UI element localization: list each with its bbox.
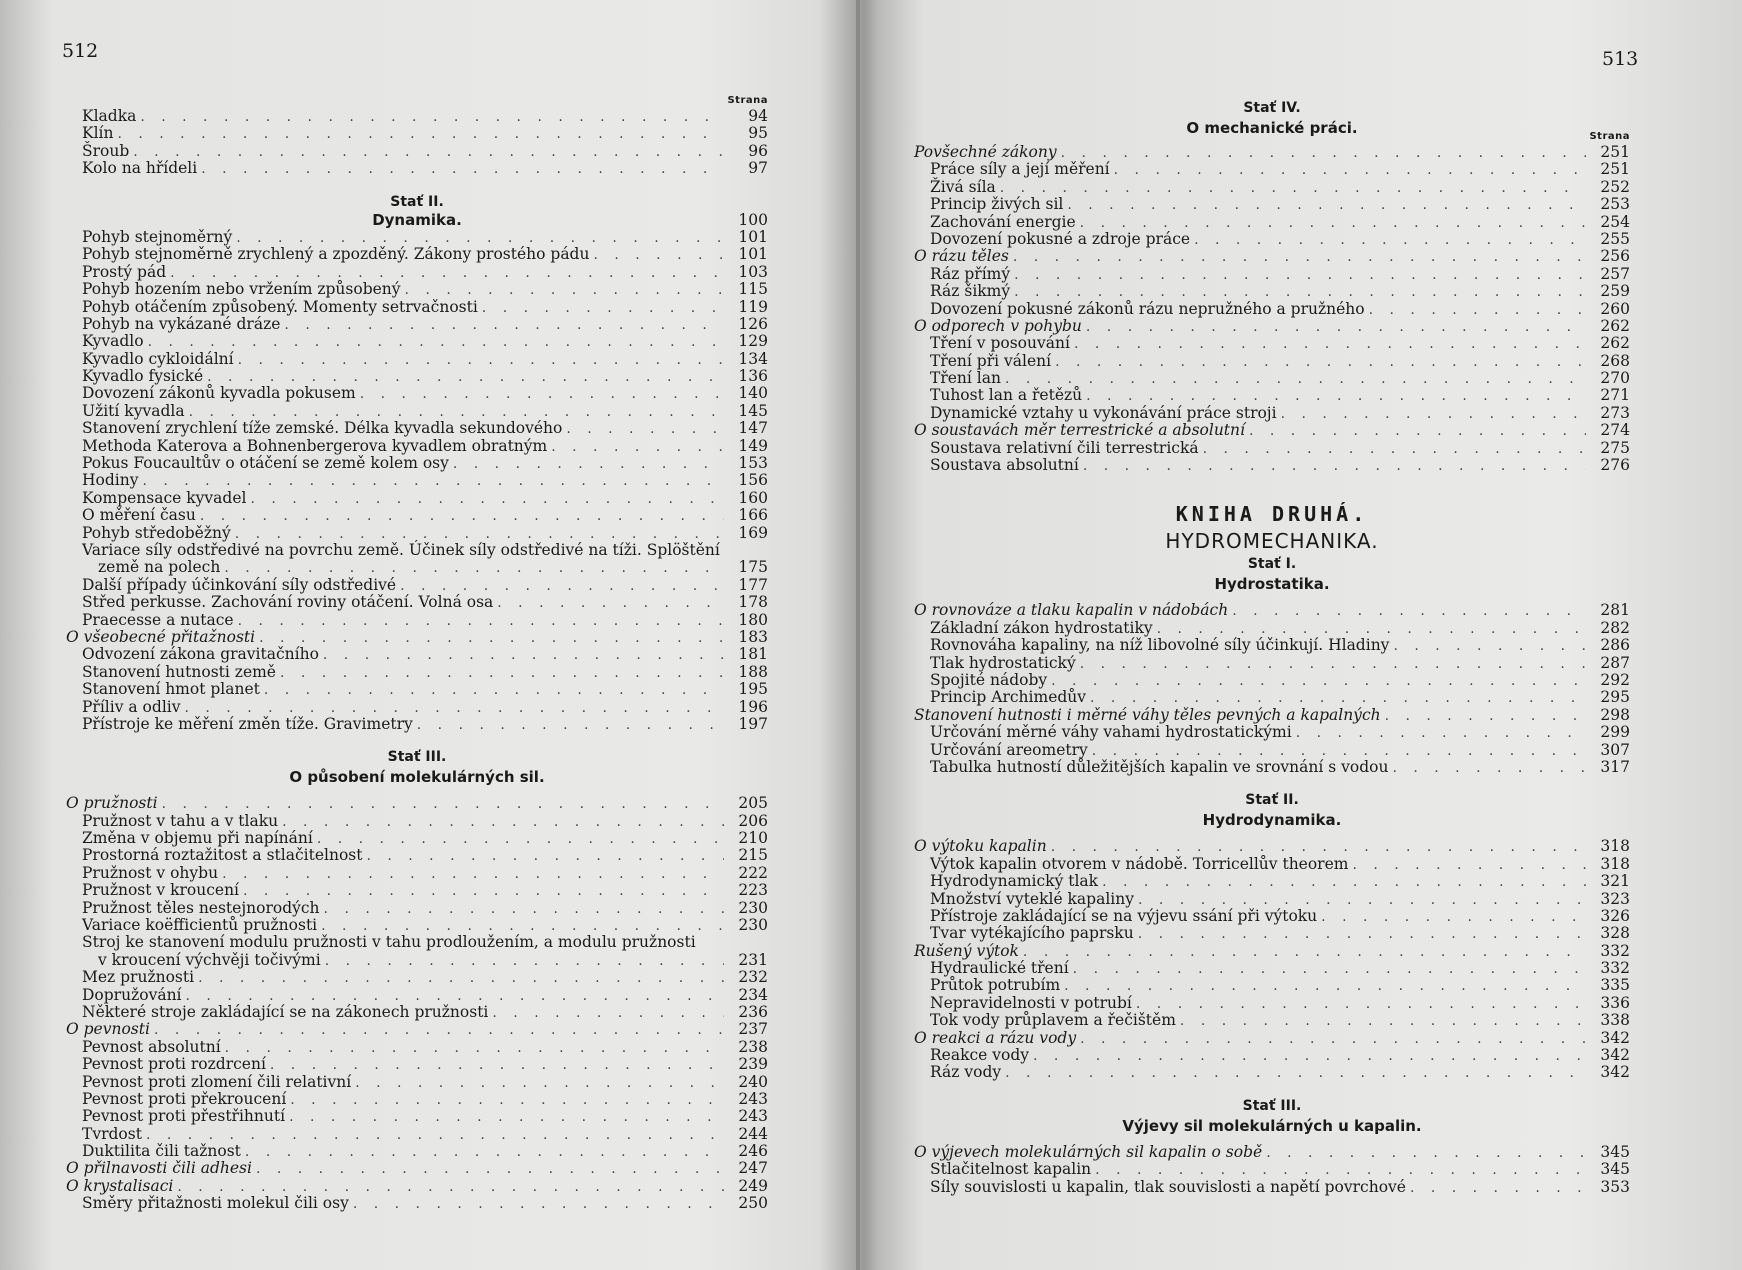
toc-row: Pružnost v kroucení . . . 223 — [66, 882, 768, 899]
toc-heading-row: O krystalisaci . . . 249 — [66, 1178, 768, 1195]
toc-group-hydrostatika — [914, 602, 1630, 776]
toc-row: Směry přitažnosti molekul čili osy . . . 250 — [66, 1195, 768, 1212]
toc-heading-row: Stanovení hutnosti i měrné váhy těles pevných a kapalných . . . 298 — [914, 707, 1630, 724]
toc-row: Princip živých sil . . . 253 — [914, 196, 1630, 213]
toc-row: Kyvadlo cykloidální . . . 134 — [66, 351, 768, 368]
toc-row: Reakce vody . . . 342 — [914, 1047, 1630, 1064]
toc-row: Duktilita čili tažnost . . . 246 — [66, 1143, 768, 1160]
section-title-molekularne-kapaliny: Výjevy sil molekulárných u kapalin. — [1122, 1116, 1422, 1135]
toc-row: Tření lan . . . 270 — [914, 370, 1630, 387]
toc-row: Tuhost lan a řetězů . . . 271 — [914, 387, 1630, 404]
book-subtitle: HYDROMECHANIKA. — [1165, 529, 1379, 554]
toc-row: Pevnost proti zlomení čili relativní . . . 240 — [66, 1074, 768, 1091]
section-title-molekularne: O působení molekulárných sil. — [289, 768, 545, 787]
toc-row: Pružnost těles nestejnorodých . . . 230 — [66, 900, 768, 917]
toc-group-pruznost — [66, 795, 768, 1212]
toc-row: Pohyb středoběžný . . . 169 — [66, 525, 768, 542]
toc-row: Pohyb na vykázané dráze . . . 126 — [66, 316, 768, 333]
toc-row: Klín . . . 95 — [66, 125, 768, 142]
toc-row: Hydrodynamický tlak . . . 321 — [914, 873, 1630, 890]
toc-row: Tření při válení . . . 268 — [914, 353, 1630, 370]
toc-row: Dovození pokusné zákonů rázu nepružného a pružného . . . 260 — [914, 301, 1630, 318]
toc-row: Pevnost proti přestřihnutí . . . 243 — [66, 1108, 768, 1125]
section-title-dynamika: Dynamika. 100 — [372, 210, 768, 229]
toc-row: Princip Archimedův . . . 295 — [914, 689, 1630, 706]
toc-row: Změna v objemu při napínání . . . 210 — [66, 830, 768, 847]
toc-heading-row: O pružnosti . . . 205 — [66, 795, 768, 812]
toc-heading-row: O výtoku kapalin . . . 318 — [914, 838, 1630, 855]
toc-row: Methoda Katerova a Bohnenbergerova kyvadlem obratným . . . 149 — [66, 438, 768, 455]
book-title: KNIHA DRUHÁ. — [1175, 502, 1369, 527]
toc-group-pre — [66, 108, 768, 178]
toc-row: Tření v posouvání . . . 262 — [914, 335, 1630, 352]
toc-row: Základní zákon hydrostatiky . . . 282 — [914, 620, 1630, 637]
toc-heading-row: O reakci a rázu vody . . . 342 — [914, 1030, 1630, 1047]
toc-row: Příliv a odliv . . . 196 — [66, 699, 768, 716]
toc-row: Dopružování . . . 234 — [66, 987, 768, 1004]
toc-row: Odvození zákona gravitačního . . . 181 — [66, 646, 768, 663]
strana-label-left: Strana — [727, 95, 768, 106]
toc-row: Pokus Foucaultův o otáčení se země kolem osy . . . 153 — [66, 455, 768, 472]
section-label-stat3: Stať III. — [387, 749, 447, 766]
toc-row: Kolo na hřídeli . . . 97 — [66, 160, 768, 177]
toc-row: Pevnost absolutní . . . 238 — [66, 1039, 768, 1056]
page-number-left: 512 — [62, 40, 99, 62]
toc-heading-row: O přilnavosti čili adhesi . . . 247 — [66, 1160, 768, 1177]
section-label-stat4: Stať IV. — [1243, 100, 1301, 116]
toc-row: Variace síly odstředivé na povrchu země. Účinek síly odstředivé na tíži. Splöštění — [82, 540, 720, 559]
toc-heading-row: Rušený výtok . . . 332 — [914, 943, 1630, 960]
toc-row: Stanovení hmot planet . . . 195 — [66, 681, 768, 698]
toc-heading-row: Povšechné zákony . . . 251 — [914, 144, 1630, 161]
toc-row: Stroj ke stanovení modulu pružnosti v tahu prodloužením, a modulu pružnosti — [82, 933, 696, 952]
toc-row: Síly souvislosti u kapalin, tlak souvislosti a napětí povrchové . . . 353 — [914, 1179, 1630, 1196]
toc-row: Variace koëfficientů pružnosti . . . 230 — [66, 917, 768, 934]
toc-row: Stanovení zrychlení tíže zemské. Délka kyvadla sekundového . . . 147 — [66, 420, 768, 437]
section-title-hydrostatika: Hydrostatika. — [1214, 575, 1330, 594]
toc-row: Výtok kapalin otvorem v nádobě. Torricellův theorem . . . 318 — [914, 856, 1630, 873]
toc-row: Ráz vody . . . 342 — [914, 1064, 1630, 1081]
toc-row: Prostý pád . . . 103 — [66, 264, 768, 281]
toc-heading-row: O odporech v pohybu . . . 262 — [914, 318, 1630, 335]
toc-heading-row: O pevnosti . . . 237 — [66, 1021, 768, 1038]
toc-row: Šroub . . . 96 — [66, 143, 768, 160]
toc-row: Přístroje zakládající se na výjevu ssání při výtoku . . . 326 — [914, 908, 1630, 925]
toc-row: Další případy účinkování síly odstředivé . . . 177 — [66, 577, 768, 594]
toc-row: O měření času . . . 166 — [66, 507, 768, 524]
toc-row: Pohyb otáčením způsobený. Momenty setrvačnosti . . . 119 — [66, 299, 768, 316]
toc-row: Stanovení hutnosti země . . . 188 — [66, 664, 768, 681]
toc-row: Tlak hydrostatický . . . 287 — [914, 655, 1630, 672]
toc-row: Pevnost proti překroucení . . . 243 — [66, 1091, 768, 1108]
toc-row: Mez pružnosti . . . 232 — [66, 969, 768, 986]
toc-row: Pohyb stejnoměrně zrychlený a zpozděný. Zákony prostého pádu . . . 101 — [66, 246, 768, 263]
toc-group-dynamika — [66, 229, 768, 733]
toc-left — [66, 94, 768, 1213]
toc-row: Kyvadlo . . . 129 — [66, 333, 768, 350]
toc-row: Tvar vytékajícího paprsku . . . 328 — [914, 925, 1630, 942]
toc-row: země na polech . . . 175 — [66, 559, 768, 576]
toc-row: Určování areometry . . . 307 — [914, 742, 1630, 759]
toc-row: Ráz šikmý . . . 259 — [914, 283, 1630, 300]
toc-heading-row: O všeobecné přitažnosti . . . 183 — [66, 629, 768, 646]
toc-row: Střed perkusse. Zachování roviny otáčení. Volná osa . . . 178 — [66, 594, 768, 611]
toc-row: Některé stroje zakládající se na zákonech pružnosti . . . 236 — [66, 1004, 768, 1021]
toc-row: Pevnost proti rozdrcení . . . 239 — [66, 1056, 768, 1073]
toc-row: Nepravidelnosti v potrubí . . . 336 — [914, 995, 1630, 1012]
toc-row: Kompensace kyvadel . . . 160 — [66, 490, 768, 507]
toc-row: Práce síly a její měření . . . 251 — [914, 161, 1630, 178]
left-page — [0, 0, 860, 1270]
page-number-right: 513 — [1602, 48, 1639, 70]
toc-row: Hodiny . . . 156 — [66, 472, 768, 489]
toc-row: Soustava relativní čili terrestrická . . . 275 — [914, 440, 1630, 457]
toc-row: Praecesse a nutace . . . 180 — [66, 612, 768, 629]
toc-row: Kyvadlo fysické . . . 136 — [66, 368, 768, 385]
section-label-s2: Stať II. — [1245, 792, 1299, 809]
toc-group-molekularne — [914, 1144, 1630, 1196]
toc-row: v kroucení výchvěji točivými . . . 231 — [66, 952, 768, 969]
toc-row: Dovození pokusné a zdroje práce . . . 255 — [914, 231, 1630, 248]
toc-row: Dovození zákonů kyvadla pokusem . . . 140 — [66, 385, 768, 402]
toc-heading-row: O soustavách měr terrestrické a absolutní . . . 274 — [914, 422, 1630, 439]
toc-right — [914, 98, 1630, 1196]
toc-row: Dynamické vztahy u vykonávání práce stroji . . . 273 — [914, 405, 1630, 422]
toc-row: Spojité nádoby . . . 292 — [914, 672, 1630, 689]
section-label-s3: Stať III. — [1242, 1097, 1302, 1114]
right-page — [860, 0, 1742, 1270]
toc-row: Pružnost v tahu a v tlaku . . . 206 — [66, 813, 768, 830]
section-title-mechanicka-prace: O mechanické práci. — [1186, 119, 1358, 137]
toc-row: Živá síla . . . 252 — [914, 179, 1630, 196]
toc-row: Tabulka hutností důležitějších kapalin ve srovnání s vodou . . . 317 — [914, 759, 1630, 776]
toc-row: Tvrdost . . . 244 — [66, 1126, 768, 1143]
toc-row: Stlačitelnost kapalin . . . 345 — [914, 1161, 1630, 1178]
toc-heading-row: O výjevech molekulárných sil kapalin o sobě . . . 345 — [914, 1144, 1630, 1161]
toc-group-prace — [914, 144, 1630, 474]
strana-label-right: Strana — [1589, 131, 1630, 142]
toc-row: Určování měrné váhy vahami hydrostatickými . . . 299 — [914, 724, 1630, 741]
toc-heading-row: O rázu těles . . . 256 — [914, 248, 1630, 265]
toc-row: Pružnost v ohybu . . . 222 — [66, 865, 768, 882]
toc-row: Užití kyvadla . . . 145 — [66, 403, 768, 420]
toc-row: Zachování energie . . . 254 — [914, 214, 1630, 231]
toc-row: Ráz přímý . . . 257 — [914, 266, 1630, 283]
toc-group-hydrodynamika — [914, 838, 1630, 1081]
section-label-s1: Stať I. — [1247, 556, 1297, 573]
toc-heading-row: O rovnováze a tlaku kapalin v nádobách . . . 281 — [914, 602, 1630, 619]
section-label-stat2: Stať II. — [390, 193, 444, 210]
section-title-hydrodynamika: Hydrodynamika. — [1202, 811, 1342, 830]
toc-row: Soustava absolutní . . . 276 — [914, 457, 1630, 474]
toc-row: Přístroje ke měření změn tíže. Gravimetry . . . 197 — [66, 716, 768, 733]
toc-row: Rovnováha kapaliny, na níž libovolné síly účinkují. Hladiny . . . 286 — [914, 637, 1630, 654]
toc-row: Hydraulické tření . . . 332 — [914, 960, 1630, 977]
toc-row: Množství vyteklé kapaliny . . . 323 — [914, 891, 1630, 908]
toc-row: Tok vody průplavem a řečištěm . . . 338 — [914, 1012, 1630, 1029]
toc-row: Pohyb stejnoměrný . . . 101 — [66, 229, 768, 246]
toc-row: Pohyb hozením nebo vržením způsobený . . . 115 — [66, 281, 768, 298]
toc-row: Kladka . . . 94 — [66, 108, 768, 125]
toc-row: Průtok potrubím . . . 335 — [914, 977, 1630, 994]
toc-row: Prostorná roztažitost a stlačitelnost . . . 215 — [66, 847, 768, 864]
